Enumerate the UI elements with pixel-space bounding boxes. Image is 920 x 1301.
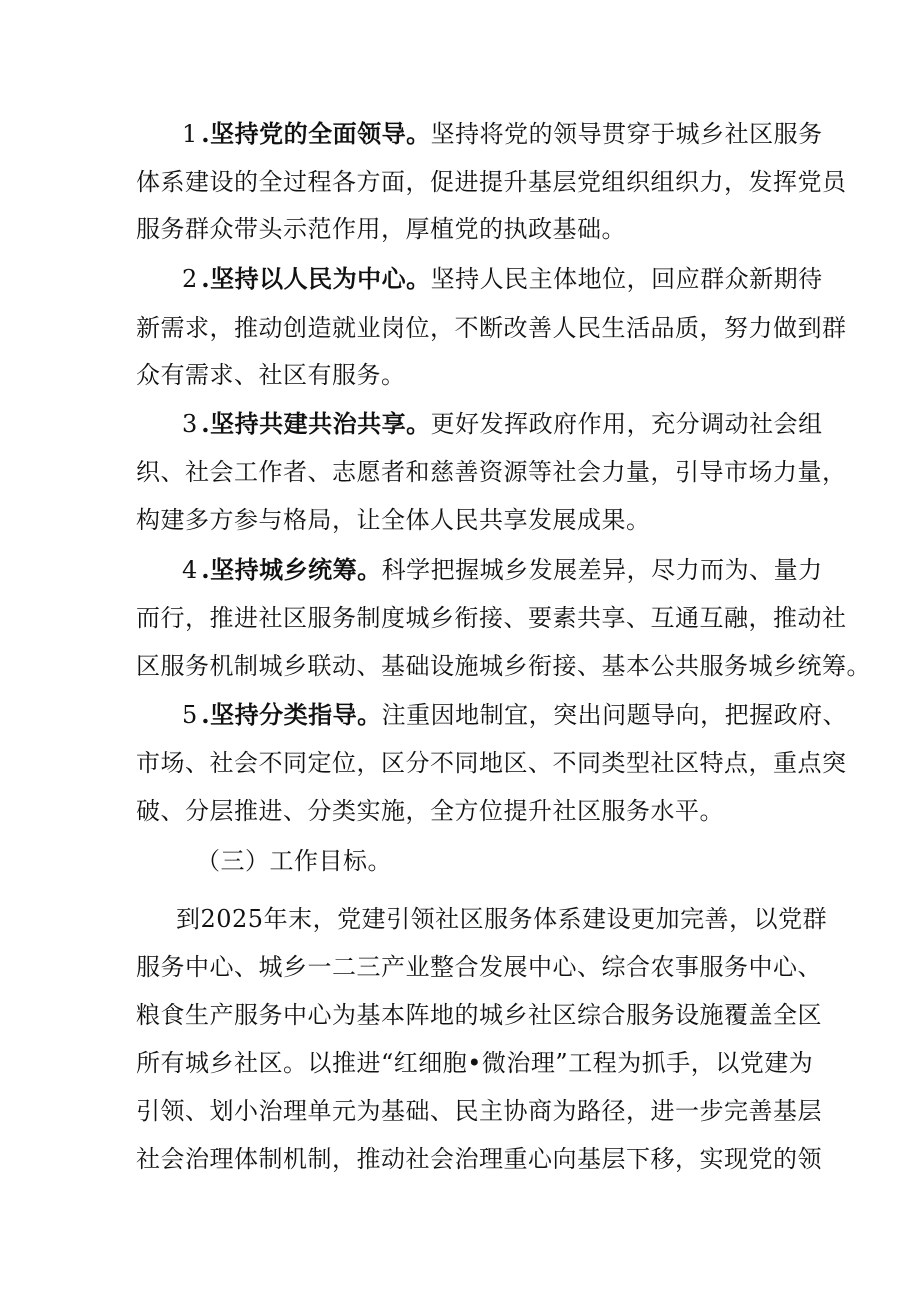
principle-3-line-3: 构建多方参与格局，让全体人民共享发展成果。 — [136, 506, 651, 534]
goal-line-1: 到2025年末，党建引领社区服务体系建设更加完善，以党群 — [176, 905, 828, 933]
principle-number: 5 — [182, 701, 202, 729]
goal-line-4: 所有城乡社区。以推进“红细胞•微治理”工程为抓手，以党建为 — [136, 1049, 814, 1077]
principle-text: 更好发挥政府作用，充分调动社会组 — [430, 410, 823, 438]
principle-5-line-2: 市场、社会不同定位，区分不同地区、不同类型社区特点，重点突 — [136, 749, 847, 777]
principle-4-line-3: 区服务机制城乡联动、基础设施城乡衔接、基本公共服务城乡统筹。 — [136, 652, 871, 680]
principle-number: 4 — [182, 556, 202, 584]
goal-line-3: 粮食生产服务中心为基本阵地的城乡社区综合服务设施覆盖全区 — [136, 1001, 822, 1029]
goal-line-2: 服务中心、城乡一二三产业整合发展中心、综合农事服务中心、 — [136, 953, 822, 981]
principle-5-first-line — [182, 699, 847, 731]
principle-text: 注重因地制宜，突出问题导向，把握政府、 — [381, 701, 848, 729]
principle-heading: .坚持城乡统筹。 — [201, 555, 382, 584]
principle-1-line-3: 服务群众带头示范作用，厚植党的执政基础。 — [136, 215, 626, 243]
principle-1-first-line — [182, 118, 823, 150]
principle-text: 坚持人民主体地位，回应群众新期待 — [430, 265, 823, 293]
principle-2-first-line — [182, 263, 823, 295]
principle-5-line-3: 破、分层推进、分类实施，全方位提升社区服务水平。 — [136, 797, 724, 825]
section-heading: （三）工作目标。 — [196, 847, 392, 875]
principle-number: 1 — [182, 120, 202, 148]
principle-1-line-2: 体系建设的全过程各方面，促进提升基层党组织组织力，发挥党员 — [136, 168, 847, 196]
principle-text: 坚持将党的领导贯穿于城乡社区服务 — [430, 120, 823, 148]
principle-3-line-2: 织、社会工作者、志愿者和慈善资源等社会力量，引导市场力量， — [136, 458, 847, 486]
principle-4-first-line — [182, 554, 823, 586]
principle-2-line-2: 新需求，推动创造就业岗位，不断改善人民生活品质，努力做到群 — [136, 314, 847, 342]
principle-3-first-line — [182, 408, 823, 440]
principle-4-line-2: 而行，推进社区服务制度城乡衔接、要素共享、互通互融，推动社 — [136, 604, 847, 632]
principle-heading: .坚持党的全面领导。 — [201, 119, 431, 148]
goal-line-5: 引领、划小治理单元为基础、民主协商为路径，进一步完善基层 — [136, 1097, 822, 1125]
principle-heading: .坚持分类指导。 — [201, 700, 382, 729]
principle-number: 2 — [182, 265, 202, 293]
principle-heading: .坚持共建共治共享。 — [201, 409, 431, 438]
principle-2-line-3: 众有需求、社区有服务。 — [136, 361, 406, 389]
principle-number: 3 — [182, 410, 202, 438]
principle-heading: .坚持以人民为中心。 — [201, 264, 431, 293]
goal-line-6: 社会治理体制机制，推动社会治理重心向基层下移，实现党的领 — [136, 1145, 822, 1173]
principle-text: 科学把握城乡发展差异，尽力而为、量力 — [381, 556, 823, 584]
